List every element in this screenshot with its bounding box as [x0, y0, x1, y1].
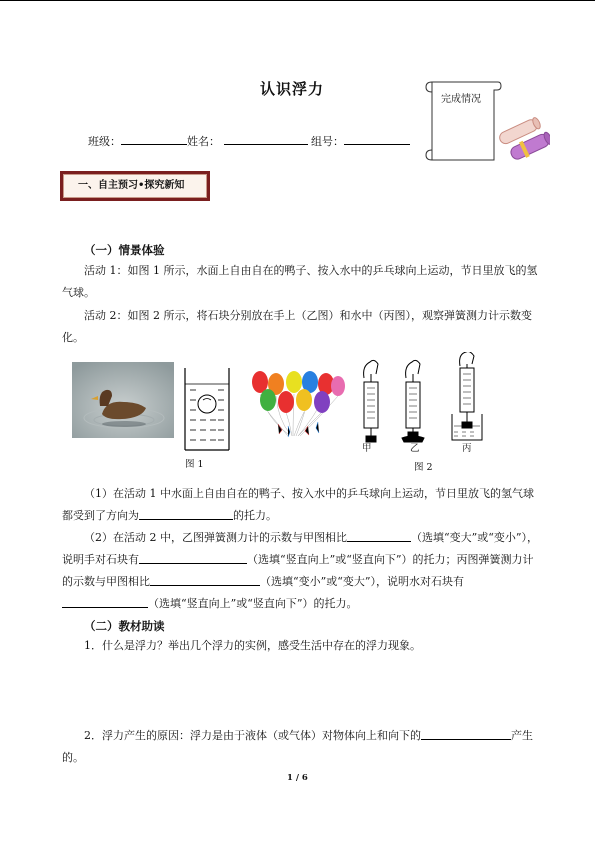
question2-part5: （选填“竖直向上”或“竖直向下”）的托力。	[148, 597, 358, 610]
item1-text: 1．什么是浮力？举出几个浮力的实例，感受生活中存在的浮力现象。	[84, 639, 421, 652]
item2-answer-blank[interactable]	[421, 728, 511, 740]
question1-text	[62, 483, 544, 527]
duck-photo	[72, 362, 174, 438]
class-field[interactable]	[121, 132, 187, 145]
group-label: 组号：	[311, 135, 344, 148]
question2-part4: （选填“变小”或“变大”），说明水对石块有	[260, 575, 464, 588]
q2-answer-blank-4[interactable]	[62, 596, 148, 608]
question1-part1: （1）在活动 1 中水面上自由自在的鸭子、按入水中的乒乓球向上运动，节日里放飞的氢气球都受到了方向为	[62, 487, 534, 522]
item2-part2: 产生的。	[62, 729, 533, 764]
page-number: 1 / 6	[287, 773, 308, 783]
page-title: 认识浮力	[260, 80, 325, 98]
question2-part3: （选填“竖直向上”或“竖直向下”）的托力；丙图弹簧测力计的示数与甲图相比	[62, 553, 534, 588]
name-label: 姓名：	[187, 135, 220, 148]
question1-part2: 的托力。	[233, 509, 277, 522]
name-field[interactable]	[224, 132, 308, 145]
label-bing: 丙	[462, 443, 472, 454]
completion-label: 完成情况	[441, 94, 481, 105]
section-banner	[60, 171, 210, 201]
question2-part2: （选填“变大”或“变小”），说明手对石块有	[62, 531, 538, 566]
item2-part1: 2．浮力产生的原因：浮力是由于液体（或气体）对物体向上和向下的	[84, 729, 421, 742]
group-field[interactable]	[344, 132, 410, 145]
q2-answer-blank-2[interactable]	[139, 552, 247, 564]
page-top-rule	[0, 0, 595, 1]
activity1-text: 活动 1：如图 1 所示，水面上自由自在的鸭子、按入水中的乒乓球向上运动，节日里放飞的氢气球。	[62, 264, 538, 299]
part1-heading: （一）情景体验	[84, 243, 165, 257]
q2-answer-blank-3[interactable]	[150, 574, 260, 586]
q1-answer-blank[interactable]	[139, 508, 233, 520]
question2-part1: （2）在活动 2 中，乙图弹簧测力计的示数与甲图相比	[84, 531, 347, 544]
label-yi: 乙	[410, 443, 420, 454]
q2-answer-blank-1[interactable]	[347, 530, 411, 542]
label-jia: 甲	[362, 443, 372, 454]
balloons-image	[248, 364, 348, 450]
part2-heading: （二）教材助读	[84, 619, 165, 633]
section-title: 一、自主预习•探究新知	[63, 174, 207, 198]
question2-text	[62, 527, 544, 615]
diploma-scroll-icon	[498, 110, 550, 168]
student-info-line	[88, 132, 410, 149]
spring-scale-diagram	[356, 352, 496, 454]
item2-text	[62, 725, 544, 769]
figure2-caption: 图 2	[414, 462, 433, 473]
figure1-caption: 图 1	[185, 459, 204, 470]
activity2-text: 活动 2：如图 2 所示，将石块分别放在手上（乙图）和水中（丙图），观察弹簧测力计示数变化。	[62, 309, 532, 344]
ping-pong-beaker-diagram	[182, 366, 232, 452]
class-label: 班级：	[88, 135, 121, 148]
